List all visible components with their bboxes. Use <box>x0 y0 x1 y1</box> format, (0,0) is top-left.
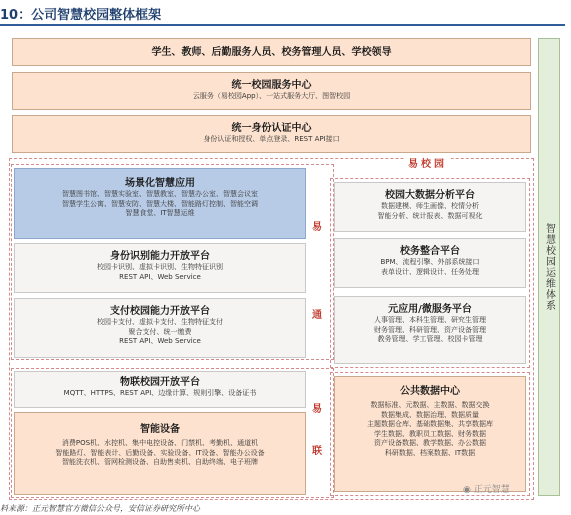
public-data-center-line: 数据标准、元数据、主数据、数据交换 <box>370 401 490 409</box>
campus-label: 易校园 <box>404 155 451 170</box>
unified-auth-title: 统一身份认证中心 <box>231 123 312 134</box>
bigdata-platform-title: 校园大数据分析平台 <box>385 190 475 201</box>
payment-platform-box <box>14 298 306 358</box>
identity-platform-line: 校园卡识别、虚拟卡识别、生物特征识别 <box>97 263 223 271</box>
payment-platform-line: REST API、Web Service <box>119 337 201 345</box>
affairs-platform-title: 校务整合平台 <box>400 246 460 257</box>
middle-tag-lian: 联 <box>312 446 322 457</box>
microservice-platform-title: 元应用/微服务平台 <box>388 304 472 315</box>
public-data-center-line: 数据集成、数据治理、数据质量 <box>381 410 479 419</box>
wechat-logo <box>463 482 510 495</box>
payment-platform-line: 校园卡支付、虚拟卡支付、生物特征支付 <box>97 318 223 326</box>
microservice-platform-line: 教务管理、学工管理、校园卡管理 <box>377 335 483 343</box>
identity-platform-line: REST API、Web Service <box>119 272 201 281</box>
middle-tag-yi-2: 易 <box>312 404 322 415</box>
source-note: 料来源：正元智慧官方微信公众号，安信证券研究所中心 <box>0 504 200 513</box>
identity-platform-box <box>14 243 306 293</box>
identity-platform-title: 身份识别能力开放平台 <box>110 251 210 262</box>
public-data-center-line: 科研数据、档案数据、IT数据 <box>384 448 476 457</box>
users-box <box>12 38 531 66</box>
smart-devices-line: 智能路灯、智能表计、后勤设备、实验设备、IT设备、智能办公设备 <box>55 448 265 457</box>
bigdata-platform-line: 数据建模、师生画像、校情分析 <box>381 202 479 210</box>
public-data-center-line: 资产设备数据、教学数据、办公数据 <box>374 439 486 447</box>
middle-tag-yi: 易 <box>312 222 322 233</box>
microservice-platform-line: 人事管理、本科生管理、研究生管理 <box>374 316 486 324</box>
wechat-icon: ◉ <box>463 485 471 495</box>
ops-system-text: 智慧校园运维体系 <box>543 223 555 311</box>
iot-platform-line: MQTT、HTTPS、REST API、边缘计算、规则引擎、设备证书 <box>63 389 257 397</box>
public-data-center-line: 学生数据、教职员工数据、财务数据 <box>374 429 486 438</box>
scenario-apps-line: 智慧图书馆、智慧实验室、智慧教室、智慧办公室、智慧会议室 <box>62 190 258 198</box>
public-data-center-box <box>334 376 526 492</box>
unified-auth-desc: 身份认证和授权、单点登录、REST API接口 <box>203 135 340 143</box>
scenario-apps-line: 智慧学生公寓、智慧安防、智慧大楼、智能路灯控制、智能空调 <box>62 199 258 208</box>
unified-service-box <box>12 72 531 110</box>
public-data-center-line: 主题数据仓库、基础数据集、共享数据库 <box>367 420 493 428</box>
figure-title: 10：公司智慧校园整体框架 <box>0 8 162 23</box>
smart-devices-line: 智能洗衣机、管网检测设备、自助售卖机、自助终端、电子班牌 <box>62 458 258 466</box>
title-rule <box>0 24 565 26</box>
scenario-apps-box <box>14 168 306 239</box>
smart-devices-line: 消费POS机、水控机、集中电控设备、门禁机、考勤机、通道机 <box>61 439 259 447</box>
watermark-text: 正元智慧 <box>473 485 510 495</box>
scenario-apps-line: 智慧食堂、IT智慧运维 <box>125 209 195 217</box>
microservice-platform-box <box>334 296 526 364</box>
unified-service-desc: 云服务（易校园App）、一站式服务大厅、图智校园 <box>192 92 351 100</box>
affairs-platform-line: BPM、流程引擎、外部系统接口 <box>380 258 480 266</box>
smart-devices-box <box>14 412 306 495</box>
payment-platform-title: 支付校园能力开放平台 <box>110 306 210 317</box>
bigdata-platform-box <box>334 182 526 232</box>
scenario-apps-title: 场景化智慧应用 <box>125 178 195 189</box>
unified-auth-box <box>12 115 531 153</box>
iot-platform-box <box>14 371 306 408</box>
public-data-center-title: 公共数据中心 <box>400 386 460 397</box>
middle-tag-tong: 通 <box>312 310 322 321</box>
smart-devices-title: 智能设备 <box>140 424 180 435</box>
bigdata-platform-line: 智能分析、统计报表、数据可视化 <box>377 211 483 220</box>
payment-platform-line: 聚合支付、统一缴费 <box>128 327 192 336</box>
users-text: 学生、教师、后勤服务人员、校务管理人员、学校领导 <box>151 47 392 58</box>
iot-platform-title: 物联校园开放平台 <box>120 377 200 388</box>
affairs-platform-box <box>334 238 526 288</box>
unified-service-title: 统一校园服务中心 <box>231 80 312 91</box>
affairs-platform-line: 表单设计、逻辑设计、任务处理 <box>381 267 479 276</box>
ops-system-column <box>538 38 560 496</box>
microservice-platform-line: 财务管理、科研管理、资产设备管理 <box>374 325 486 334</box>
